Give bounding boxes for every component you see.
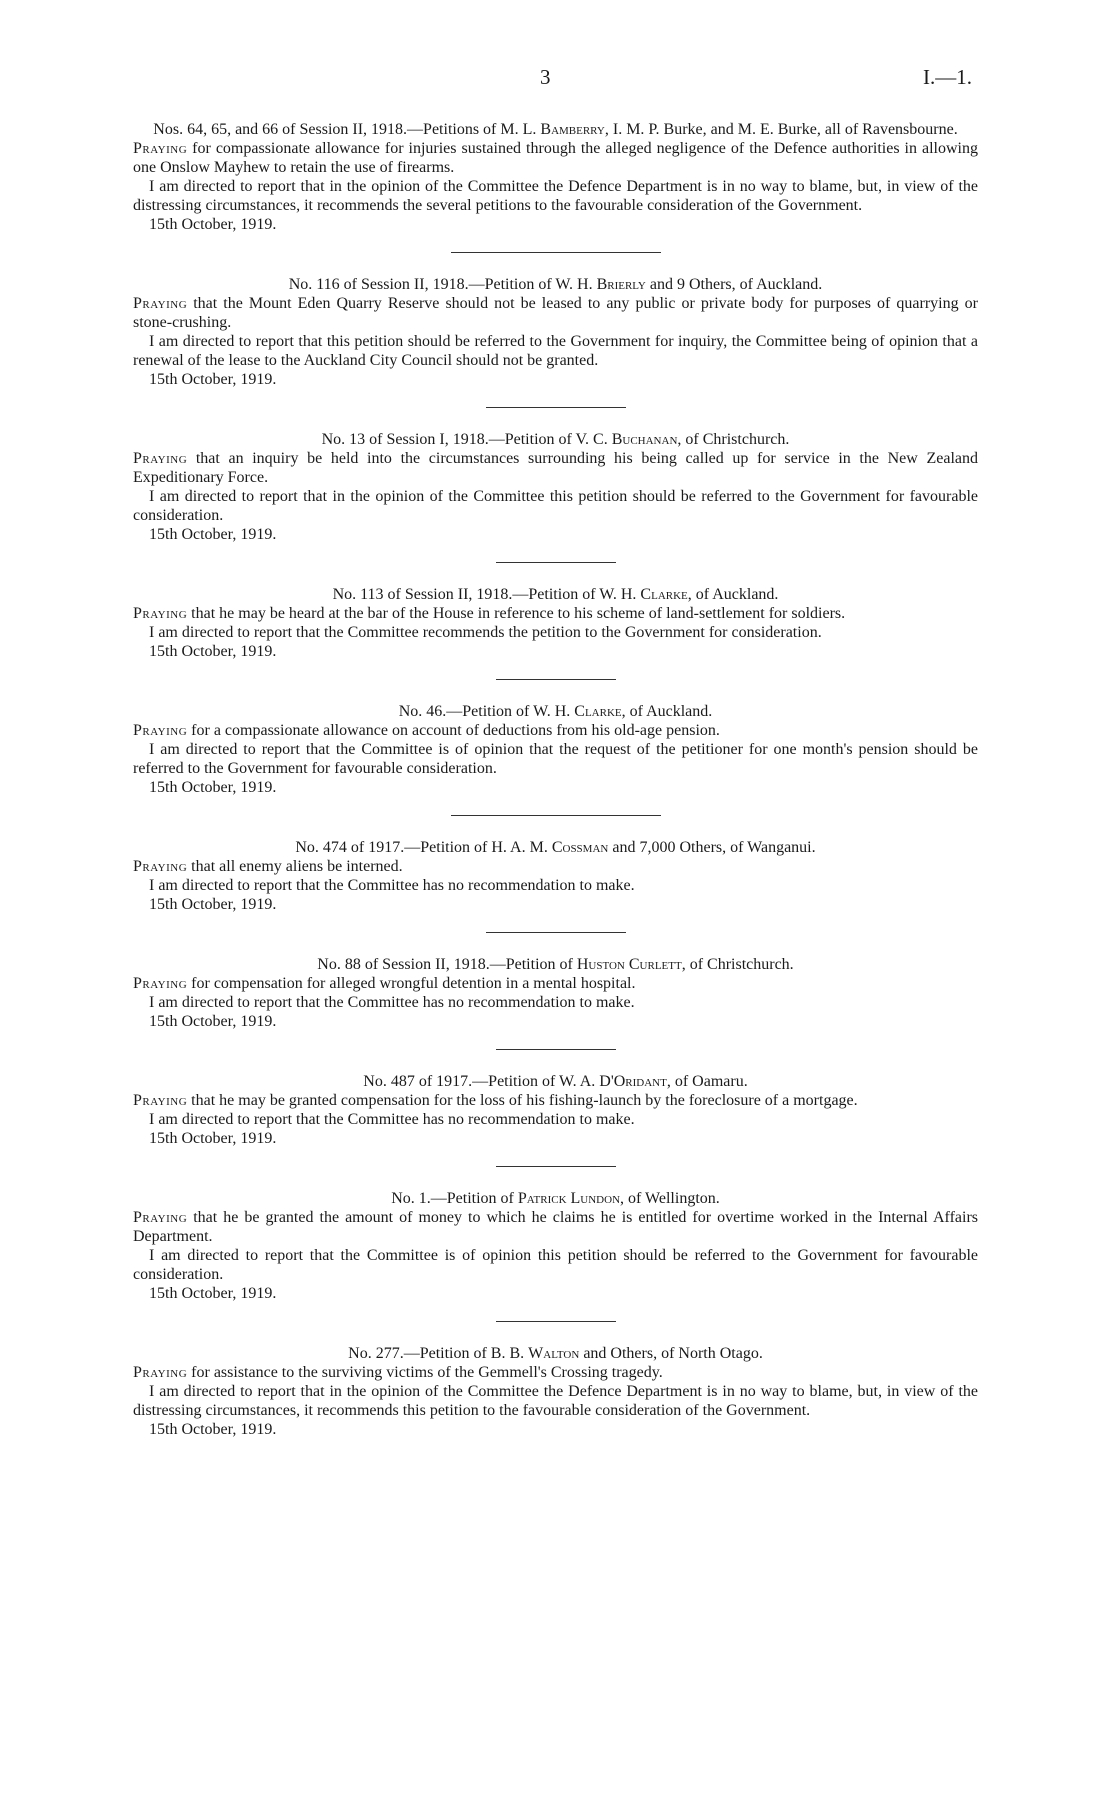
section-divider (486, 407, 626, 408)
petition-entry (133, 120, 978, 234)
page-number: 3 (540, 65, 551, 89)
petition-report: I am directed to report that the Committee is of opinion that the request of the petitioner for one month's pension should be referred to the Government for favourable consideration. (133, 741, 978, 777)
petition-date: 15th October, 1919. (149, 643, 277, 660)
petition-prayer: Praying that the Mount Eden Quarry Reserve should not be leased to any public or private body for purposes of quarrying or stone-crushing. (133, 295, 978, 331)
petition-report: I am directed to report that in the opinion of the Committee the Defence Department is in no way to blame, but, in view of the distressing circumstances, it recommends this petition to the favourable consideration of the Government. (133, 1383, 978, 1419)
petition-report: I am directed to report that the Committee recommends the petition to the Government for consideration. (149, 624, 822, 641)
petition-prayer: Praying that he may be granted compensation for the loss of his fishing-launch by the foreclosure of a mortgage. (133, 1092, 858, 1109)
section-divider (496, 1321, 616, 1322)
petition-entry (133, 1072, 978, 1148)
petition-entry (133, 955, 978, 1031)
petition-entry (133, 1189, 978, 1303)
petition-date: 15th October, 1919. (149, 371, 277, 388)
petition-date: 15th October, 1919. (149, 1421, 277, 1438)
petition-title: No. 116 of Session II, 1918.—Petition of W. H. Brierly and 9 Others, of Auckland. (288, 276, 823, 293)
section-divider (451, 815, 661, 816)
petition-prayer: Praying for a compassionate allowance on account of deductions from his old-age pension. (133, 722, 720, 739)
section-divider (496, 562, 616, 563)
page-header (0, 65, 1114, 92)
petition-list (133, 120, 978, 1439)
petition-date: 15th October, 1919. (149, 526, 277, 543)
document-reference: I.—1. (923, 65, 972, 89)
petition-prayer: Praying that he may be heard at the bar of the House in reference to his scheme of land-settlement for soldiers. (133, 605, 846, 622)
petition-date: 15th October, 1919. (149, 1013, 277, 1030)
section-divider (451, 252, 661, 253)
petition-prayer: Praying for compensation for alleged wrongful detention in a mental hospital. (133, 975, 636, 992)
petition-report: I am directed to report that in the opinion of the Committee this petition should be referred to the Government for favourable consideration. (133, 488, 978, 524)
petition-report: I am directed to report that the Committee has no recommendation to make. (149, 877, 635, 894)
petition-entry (133, 585, 978, 661)
petition-entry (133, 430, 978, 544)
petition-title: Nos. 64, 65, and 66 of Session II, 1918.—Petitions of M. L. Bamberry, I. M. P. Burke, and M. E. Burke, all of Ravensbourne. (153, 121, 958, 138)
petition-entry (133, 838, 978, 914)
petition-report: I am directed to report that the Committee is of opinion this petition should be referred to the Government for favourable consideration. (133, 1247, 978, 1283)
petition-title: No. 46.—Petition of W. H. Clarke, of Auckland. (398, 703, 713, 720)
petition-report: I am directed to report that the Committee has no recommendation to make. (149, 994, 635, 1011)
section-divider (496, 1049, 616, 1050)
section-divider (496, 1166, 616, 1167)
petition-date: 15th October, 1919. (149, 896, 277, 913)
petition-date: 15th October, 1919. (149, 216, 277, 233)
petition-entry (133, 702, 978, 797)
petition-prayer: Praying for compassionate allowance for injuries sustained through the alleged negligence of the Defence authorities in allowing one Onslow Mayhew to retain the use of firearms. (133, 140, 978, 176)
petition-title: No. 113 of Session II, 1918.—Petition of W. H. Clarke, of Auckland. (332, 586, 779, 603)
petition-title: No. 1.—Petition of Patrick Lundon, of Wellington. (391, 1190, 720, 1207)
petition-date: 15th October, 1919. (149, 779, 277, 796)
petition-prayer: Praying that an inquiry be held into the circumstances surrounding his being called up for service in the New Zealand Expeditionary Force. (133, 450, 978, 486)
petition-title: No. 88 of Session II, 1918.—Petition of Huston Curlett, of Christchurch. (317, 956, 794, 973)
petition-prayer: Praying for assistance to the surviving victims of the Gemmell's Crossing tragedy. (133, 1364, 663, 1381)
petition-title: No. 13 of Session I, 1918.—Petition of V. C. Buchanan, of Christchurch. (321, 431, 790, 448)
petition-entry (133, 1344, 978, 1439)
petition-prayer: Praying that he be granted the amount of money to which he claims he is entitled for overtime worked in the Internal Affairs Department. (133, 1209, 978, 1245)
petition-report: I am directed to report that this petition should be referred to the Government for inquiry, the Committee being of opinion that a renewal of the lease to the Auckland City Council should not be granted. (133, 333, 978, 369)
petition-date: 15th October, 1919. (149, 1285, 277, 1302)
petition-report: I am directed to report that in the opinion of the Committee the Defence Department is in no way to blame, but, in view of the distressing circumstances, it recommends the several petitions to the favourable consideration of the Government. (133, 178, 978, 214)
petition-title: No. 487 of 1917.—Petition of W. A. D'Oridant, of Oamaru. (363, 1073, 748, 1090)
section-divider (496, 679, 616, 680)
petition-title: No. 474 of 1917.—Petition of H. A. M. Cossman and 7,000 Others, of Wanganui. (295, 839, 816, 856)
section-divider (486, 932, 626, 933)
petition-report: I am directed to report that the Committee has no recommendation to make. (149, 1111, 635, 1128)
petition-title: No. 277.—Petition of B. B. Walton and Others, of North Otago. (348, 1345, 763, 1362)
petition-entry (133, 275, 978, 389)
petition-date: 15th October, 1919. (149, 1130, 277, 1147)
petition-prayer: Praying that all enemy aliens be interned. (133, 858, 403, 875)
